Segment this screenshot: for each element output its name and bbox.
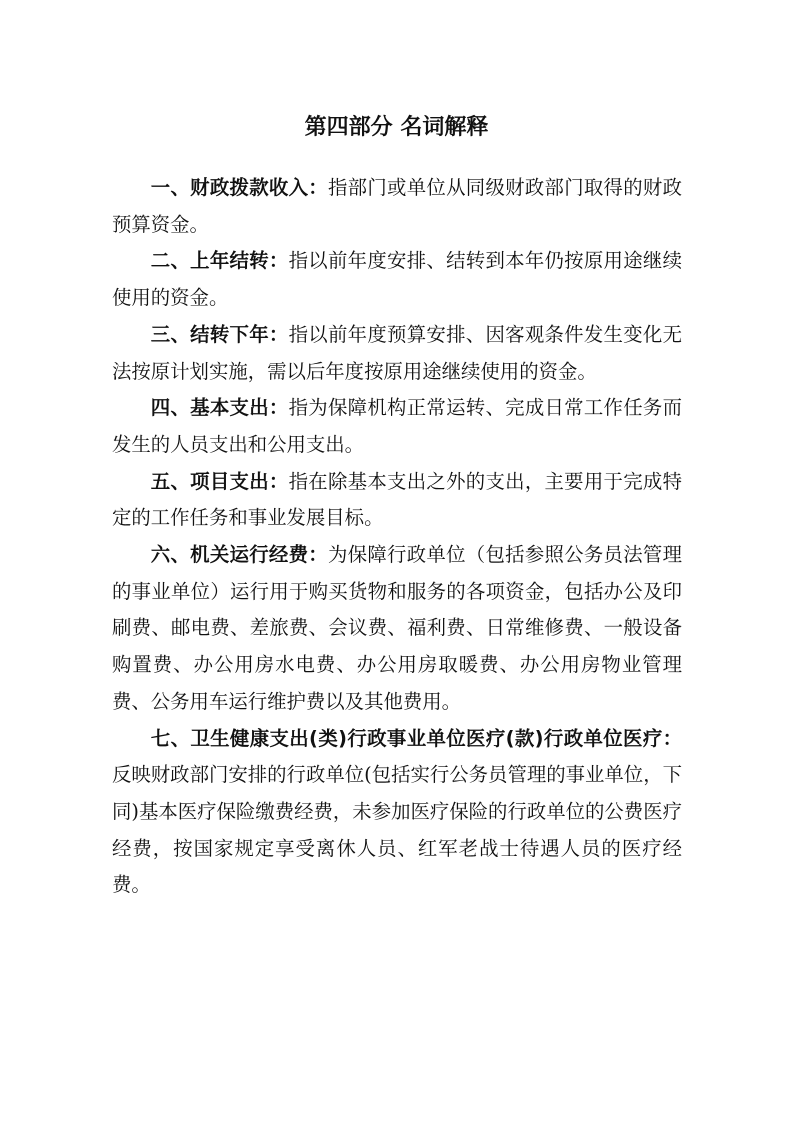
definition-paragraph: [112, 317, 682, 390]
definition-paragraph: [112, 170, 682, 243]
definition-paragraph: [112, 390, 682, 463]
definition-text: 指以前年度安排、结转到本年仍按原用途继续使用的资金。: [112, 249, 683, 310]
definition-term: 三、结转下年：: [150, 322, 289, 346]
definition-term: 一、财政拨款收入：: [150, 176, 328, 199]
definition-text: 指以前年度预算安排、因客观条件发生变化无法按原计划实施，需以后年度按原用途继续使用的资金。: [112, 322, 683, 383]
definition-term: 四、基本支出：: [150, 396, 289, 420]
definition-paragraph: [112, 721, 682, 905]
definition-term: 二、上年结转：: [150, 249, 289, 273]
definition-text: 指在除基本支出之外的支出，主要用于完成特定的工作任务和事业发展目标。: [112, 469, 683, 530]
definition-paragraph: [112, 464, 682, 537]
definition-paragraph: [112, 537, 682, 721]
document-body: [112, 170, 682, 904]
definition-text: 为保障行政单位（包括参照公务员法管理的事业单位）运行用于购买货物和服务的各项资金，包括办公及印刷费、邮电费、差旅费、会议费、福利费、日常维修费、一般设备购置费、办公用房水电费、办公用房取暖费、办公用房物业管理费、公务用车运行维护费以及其他费用。: [112, 543, 683, 713]
definition-text: 指为保障机构正常运转、完成日常工作任务而发生的人员支出和公用支出。: [112, 396, 683, 456]
definition-text: 反映财政部门安排的行政单位(包括实行公务员管理的事业单位，下同)基本医疗保险缴费经费，未参加医疗保险的行政单位的公费医疗经费，按国家规定享受离休人员、红军老战士待遇人员的医疗经费。: [112, 763, 682, 897]
definition-term: 五、项目支出：: [150, 469, 289, 493]
page-title: 第四部分 名词解释: [304, 115, 489, 140]
definition-text: 指部门或单位从同级财政部门取得的财政预算资金。: [112, 176, 683, 236]
definition-paragraph: [112, 243, 682, 316]
definition-term: 六、机关运行经费：: [150, 543, 328, 567]
definition-term: 七、卫生健康支出(类)行政事业单位医疗(款)行政单位医疗：: [150, 726, 682, 750]
